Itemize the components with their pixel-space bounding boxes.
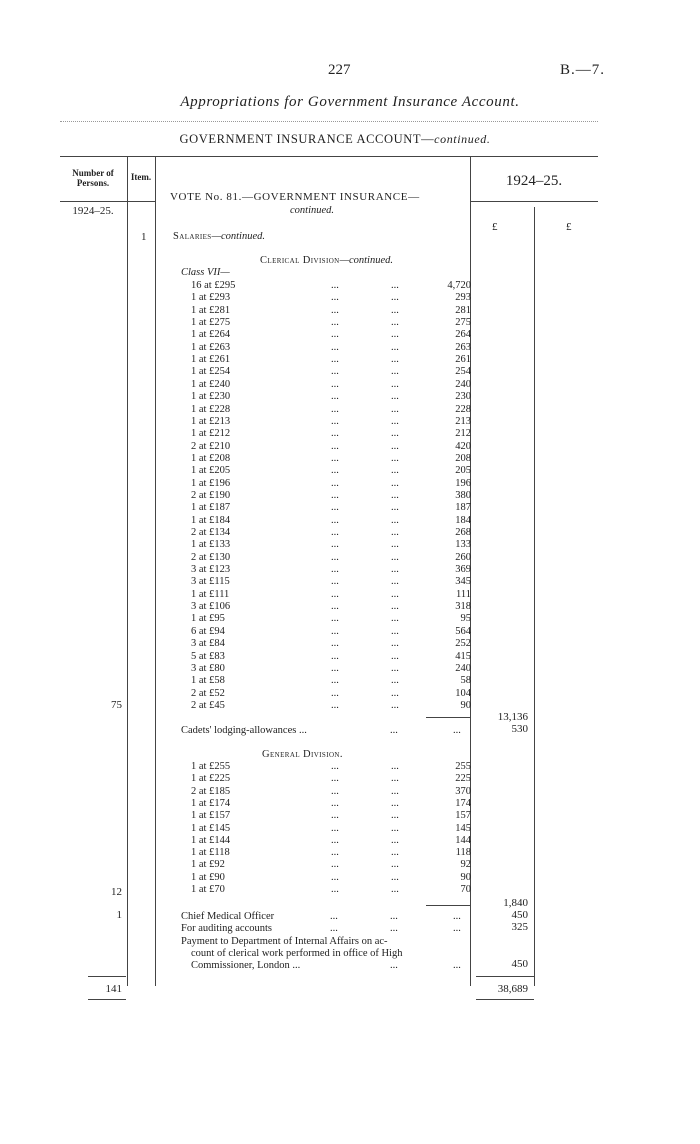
- general-row: [191, 798, 471, 810]
- clerical-row: [191, 366, 471, 378]
- clerical-row: [191, 441, 471, 453]
- title-rule: [60, 121, 598, 122]
- cadets-label: Cadets' lodging-allowances ...: [181, 725, 307, 736]
- clerical-amount: 415: [455, 650, 471, 662]
- general-row: [191, 773, 471, 785]
- leader-dots: ...: [331, 502, 339, 514]
- clerical-row: [191, 663, 471, 675]
- leader-dots: ...: [331, 452, 339, 464]
- leader-dots: ...: [331, 650, 339, 662]
- payment-leader-2: ...: [453, 960, 461, 971]
- clerical-amount: 184: [455, 514, 471, 526]
- audit-amount: 325: [511, 921, 528, 933]
- leader-dots: ...: [331, 822, 339, 834]
- cmo-label: Chief Medical Officer: [181, 911, 275, 922]
- leader-dots: ...: [331, 539, 339, 551]
- page-number: 227: [328, 62, 351, 78]
- general-rate: 1 at £145: [191, 822, 231, 834]
- clerical-amount: 268: [455, 527, 471, 538]
- clerical-amount: 133: [455, 539, 471, 551]
- clerical-rate: 1 at £58: [191, 675, 225, 687]
- audit-label: For auditing accounts: [181, 923, 272, 934]
- general-row: [191, 835, 471, 847]
- leader-dots: ...: [331, 292, 339, 304]
- persons-col-divider: [127, 156, 128, 986]
- clerical-amount: 369: [455, 564, 471, 576]
- leader-dots: ...: [391, 822, 399, 834]
- clerical-amount: 228: [455, 403, 471, 415]
- leader-dots: ...: [331, 638, 339, 650]
- clerical-rate: 3 at £115: [191, 576, 230, 588]
- leader-dots: ...: [391, 354, 399, 366]
- clerical-amount: 264: [455, 329, 471, 341]
- general-amount: 370: [455, 785, 471, 797]
- clerical-amount: 111: [456, 588, 471, 600]
- clerical-amount: 230: [455, 391, 471, 403]
- clerical-amount: 345: [455, 576, 471, 588]
- leader-dots: ...: [331, 884, 339, 895]
- leader-dots: ...: [391, 871, 399, 883]
- header-item: Item.: [130, 172, 152, 182]
- cadets-leader-2: ...: [453, 725, 461, 736]
- subtitle-main: GOVERNMENT INSURANCE ACCOUNT—: [179, 132, 435, 146]
- leader-dots: ...: [391, 304, 399, 316]
- general-rate: 1 at £157: [191, 810, 231, 822]
- grand-total: 38,689: [497, 983, 528, 995]
- leader-dots: ...: [331, 810, 339, 822]
- clerical-amount: 240: [455, 662, 471, 674]
- clerical-row: [191, 613, 471, 625]
- leader-dots: ...: [391, 440, 399, 452]
- clerical-row: [191, 329, 471, 341]
- persons-header-rule: [60, 201, 128, 202]
- cadets-amount: 530: [511, 723, 528, 735]
- clerical-rate: 1 at £240: [191, 378, 231, 390]
- leader-dots: ...: [391, 415, 399, 427]
- item-header-rule: [127, 201, 155, 202]
- clerical-amount: 196: [455, 477, 471, 489]
- leader-dots: ...: [391, 675, 399, 687]
- leader-dots: ...: [331, 366, 339, 378]
- clerical-rate: 2 at £52: [191, 687, 225, 699]
- clerical-row: [191, 515, 471, 527]
- clerical-row: [191, 416, 471, 428]
- clerical-rate: 2 at £190: [191, 489, 231, 501]
- salaries-label: Salaries: [173, 231, 212, 242]
- leader-dots: ...: [331, 354, 339, 366]
- general-row: [191, 884, 471, 896]
- clerical-amount: 4,720: [447, 280, 471, 291]
- clerical-amount: 187: [455, 502, 471, 514]
- clerical-rate: 1 at £208: [191, 452, 231, 464]
- leader-dots: ...: [331, 465, 339, 477]
- total-persons: 141: [105, 983, 122, 995]
- leader-dots: ...: [391, 884, 399, 895]
- account-subtitle: [0, 132, 670, 147]
- general-row: [191, 872, 471, 884]
- leader-dots: ...: [331, 280, 339, 291]
- leader-dots: ...: [391, 601, 399, 613]
- clerical-row: [191, 675, 471, 687]
- clerical-amount: 380: [455, 489, 471, 501]
- clerical-row: [191, 552, 471, 564]
- leader-dots: ...: [391, 797, 399, 809]
- leader-dots: ...: [331, 859, 339, 871]
- leader-dots: ...: [391, 625, 399, 637]
- clerical-row: [191, 342, 471, 354]
- clerical-rate: 3 at £106: [191, 601, 231, 613]
- clerical-rate: 5 at £83: [191, 650, 225, 662]
- clerical-label: Clerical Division: [260, 255, 340, 266]
- clerical-row: [191, 292, 471, 304]
- leader-dots: ...: [391, 341, 399, 353]
- leader-dots: ...: [391, 428, 399, 440]
- clerical-row: [191, 576, 471, 588]
- pound-symbol-total: £: [566, 221, 572, 233]
- clerical-row: [191, 539, 471, 551]
- leader-dots: ...: [331, 576, 339, 588]
- clerical-amount: 260: [455, 551, 471, 563]
- clerical-rate: 3 at £123: [191, 564, 231, 576]
- leader-dots: ...: [331, 564, 339, 576]
- leader-dots: ...: [331, 847, 339, 859]
- general-rate: 1 at £90: [191, 871, 225, 883]
- leader-dots: ...: [391, 378, 399, 390]
- general-amount: 70: [460, 884, 471, 895]
- cadets-leader: ...: [390, 725, 398, 736]
- clerical-row: [191, 638, 471, 650]
- leader-dots: ...: [331, 601, 339, 613]
- leader-dots: ...: [331, 477, 339, 489]
- leader-dots: ...: [391, 773, 399, 785]
- clerical-row: [191, 478, 471, 490]
- leader-dots: ...: [391, 539, 399, 551]
- leader-dots: ...: [391, 761, 399, 772]
- clerical-rate: 1 at £205: [191, 465, 231, 477]
- leader-dots: ...: [331, 341, 339, 353]
- leader-dots: ...: [331, 773, 339, 785]
- leader-dots: ...: [391, 317, 399, 329]
- general-rate: 1 at £92: [191, 859, 225, 871]
- leader-dots: ...: [391, 452, 399, 464]
- clerical-amount: 205: [455, 465, 471, 477]
- leader-dots: ...: [391, 465, 399, 477]
- cmo-leader: ...: [330, 911, 338, 922]
- clerical-amount: 261: [455, 354, 471, 366]
- clerical-rate: 1 at £213: [191, 415, 231, 427]
- general-rate: 1 at £144: [191, 834, 231, 846]
- total-col-divider: [534, 207, 535, 986]
- total-amount-bottom-rule: [476, 999, 534, 1000]
- payment-line-3: Commissioner, London ...: [191, 960, 301, 971]
- leader-dots: ...: [391, 391, 399, 403]
- general-rate: 2 at £185: [191, 785, 231, 797]
- cmo-leader-3: ...: [453, 911, 461, 922]
- clerical-row: [191, 428, 471, 440]
- page-title: Appropriations for Government Insurance Account.: [180, 94, 520, 110]
- cmo-persons: 1: [116, 909, 122, 921]
- leader-dots: ...: [331, 871, 339, 883]
- leader-dots: ...: [331, 329, 339, 341]
- leader-dots: ...: [391, 638, 399, 650]
- clerical-row: [191, 391, 471, 403]
- clerical-rate: 6 at £94: [191, 625, 225, 637]
- clerical-row: [191, 490, 471, 502]
- clerical-amount: 95: [460, 613, 471, 625]
- leader-dots: ...: [391, 366, 399, 378]
- leader-dots: ...: [391, 810, 399, 822]
- document-reference: B.—7.: [560, 62, 606, 78]
- leader-dots: ...: [391, 650, 399, 662]
- vote-heading-continued: continued.: [290, 205, 335, 216]
- leader-dots: ...: [331, 489, 339, 501]
- leader-dots: ...: [391, 502, 399, 514]
- leader-dots: ...: [331, 662, 339, 674]
- pound-symbol-amount: £: [492, 221, 498, 233]
- leader-dots: ...: [391, 477, 399, 489]
- clerical-division-heading: [260, 255, 393, 266]
- clerical-rate: 16 at £295: [191, 280, 236, 291]
- leader-dots: ...: [391, 662, 399, 674]
- clerical-rate: 1 at £275: [191, 317, 231, 329]
- clerical-amount: 263: [455, 341, 471, 353]
- clerical-row: [191, 651, 471, 663]
- leader-dots: ...: [331, 317, 339, 329]
- leader-dots: ...: [331, 527, 339, 538]
- general-amount: 225: [455, 773, 471, 785]
- clerical-amount: 104: [455, 687, 471, 699]
- clerical-rate: 1 at £95: [191, 613, 225, 625]
- leader-dots: ...: [331, 687, 339, 699]
- clerical-rate: 1 at £261: [191, 354, 231, 366]
- general-row: [191, 786, 471, 798]
- leader-dots: ...: [391, 564, 399, 576]
- clerical-row: [191, 502, 471, 514]
- leader-dots: ...: [331, 428, 339, 440]
- cmo-leader-2: ...: [390, 911, 398, 922]
- general-rate: 1 at £118: [191, 847, 230, 859]
- leader-dots: ...: [391, 551, 399, 563]
- leader-dots: ...: [391, 834, 399, 846]
- clerical-row: [191, 280, 471, 292]
- leader-dots: ...: [331, 699, 339, 711]
- clerical-row: [191, 465, 471, 477]
- clerical-amount: 213: [455, 415, 471, 427]
- clerical-amount: 293: [455, 292, 471, 304]
- clerical-rate: 1 at £111: [191, 588, 230, 600]
- clerical-amount: 275: [455, 317, 471, 329]
- leader-dots: ...: [331, 378, 339, 390]
- general-amount: 157: [455, 810, 471, 822]
- clerical-amount: 564: [455, 625, 471, 637]
- leader-dots: ...: [331, 675, 339, 687]
- leader-dots: ...: [391, 687, 399, 699]
- audit-leader-2: ...: [390, 923, 398, 934]
- vote-heading: VOTE No. 81.—GOVERNMENT INSURANCE—: [170, 191, 420, 203]
- clerical-row: [191, 688, 471, 700]
- clerical-rate: 1 at £228: [191, 403, 231, 415]
- audit-leader-3: ...: [453, 923, 461, 934]
- leader-dots: ...: [331, 797, 339, 809]
- general-rate: 1 at £174: [191, 797, 231, 809]
- leader-dots: ...: [391, 403, 399, 415]
- general-row: [191, 810, 471, 822]
- leader-dots: ...: [391, 859, 399, 871]
- general-amount: 174: [455, 797, 471, 809]
- clerical-rate: 1 at £264: [191, 329, 231, 341]
- leader-dots: ...: [391, 292, 399, 304]
- clerical-row: [191, 317, 471, 329]
- clerical-amount: 281: [455, 304, 471, 316]
- clerical-rate: 2 at £130: [191, 551, 231, 563]
- leader-dots: ...: [331, 514, 339, 526]
- leader-dots: ...: [391, 489, 399, 501]
- clerical-amount: 212: [455, 428, 471, 440]
- clerical-row: [191, 354, 471, 366]
- leader-dots: ...: [331, 304, 339, 316]
- clerical-amount: 58: [460, 675, 471, 687]
- clerical-rate: 2 at £134: [191, 527, 231, 538]
- leader-dots: ...: [331, 440, 339, 452]
- clerical-continued: —continued.: [339, 255, 393, 266]
- leader-dots: ...: [391, 576, 399, 588]
- leader-dots: ...: [331, 391, 339, 403]
- clerical-amount: 254: [455, 366, 471, 378]
- total-persons-rule: [88, 976, 126, 977]
- clerical-amount: 90: [460, 699, 471, 711]
- item-col-divider: [155, 156, 156, 986]
- leader-dots: ...: [331, 785, 339, 797]
- total-persons-bottom-rule: [88, 999, 126, 1000]
- class-label: Class VII—: [181, 267, 230, 278]
- general-rate: 1 at £70: [191, 884, 225, 895]
- clerical-rate: 2 at £45: [191, 699, 225, 711]
- general-amount: 145: [455, 822, 471, 834]
- general-amount: 90: [460, 871, 471, 883]
- header-number-of-persons: Number of Persons.: [72, 168, 114, 188]
- payment-line-1: Payment to Department of Internal Affairs on ac-: [181, 936, 388, 947]
- leader-dots: ...: [391, 847, 399, 859]
- clerical-row: [191, 404, 471, 416]
- general-row: [191, 761, 471, 773]
- clerical-rate: 1 at £281: [191, 304, 231, 316]
- clerical-rate: 1 at £254: [191, 366, 231, 378]
- header-year-left: 1924–25.: [72, 205, 114, 217]
- general-amount: 92: [460, 859, 471, 871]
- leader-dots: ...: [391, 329, 399, 341]
- clerical-persons: 75: [111, 699, 122, 711]
- clerical-rate: 1 at £133: [191, 539, 231, 551]
- clerical-row: [191, 379, 471, 391]
- clerical-amount: 240: [455, 378, 471, 390]
- general-total: 1,840: [503, 897, 528, 909]
- clerical-row: [191, 453, 471, 465]
- salaries-continued: —continued.: [211, 231, 265, 242]
- leader-dots: ...: [331, 415, 339, 427]
- clerical-rate: 1 at £263: [191, 341, 231, 353]
- payment-amount: 450: [511, 958, 528, 970]
- year-header-rule: [470, 201, 598, 202]
- total-amount-rule: [476, 976, 534, 977]
- clerical-rate: 1 at £230: [191, 391, 231, 403]
- clerical-rate: 1 at £293: [191, 292, 231, 304]
- general-row: [191, 823, 471, 835]
- general-row: [191, 847, 471, 859]
- general-rate: 1 at £255: [191, 761, 231, 772]
- clerical-row: [191, 601, 471, 613]
- leader-dots: ...: [331, 403, 339, 415]
- clerical-row: [191, 527, 471, 539]
- leader-dots: ...: [391, 785, 399, 797]
- clerical-rate: 1 at £187: [191, 502, 231, 514]
- clerical-row: [191, 626, 471, 638]
- table-top-rule: [60, 156, 598, 157]
- general-persons: 12: [111, 886, 122, 898]
- clerical-rate: 1 at £196: [191, 477, 231, 489]
- audit-leader: ...: [330, 923, 338, 934]
- leader-dots: ...: [391, 613, 399, 625]
- clerical-amount: 252: [455, 638, 471, 650]
- clerical-rate: 1 at £184: [191, 514, 231, 526]
- header-year-right: 1924–25.: [505, 173, 563, 189]
- leader-dots: ...: [331, 625, 339, 637]
- clerical-rate: 3 at £84: [191, 638, 225, 650]
- general-division-heading: General Division.: [262, 749, 343, 760]
- salaries-heading: [173, 231, 265, 242]
- cmo-amount: 450: [511, 909, 528, 921]
- leader-dots: ...: [391, 699, 399, 711]
- clerical-amount: 318: [455, 601, 471, 613]
- leader-dots: ...: [331, 761, 339, 772]
- leader-dots: ...: [331, 551, 339, 563]
- leader-dots: ...: [391, 588, 399, 600]
- general-row: [191, 859, 471, 871]
- subtitle-continued: continued.: [434, 132, 491, 146]
- leader-dots: ...: [391, 527, 399, 538]
- general-amount: 144: [455, 834, 471, 846]
- clerical-amount: 420: [455, 440, 471, 452]
- leader-dots: ...: [391, 280, 399, 291]
- general-amount: 118: [455, 847, 471, 859]
- clerical-total: 13,136: [497, 711, 528, 723]
- clerical-rate: 3 at £80: [191, 662, 225, 674]
- leader-dots: ...: [391, 514, 399, 526]
- leader-dots: ...: [331, 588, 339, 600]
- clerical-rate: 2 at £210: [191, 440, 231, 452]
- clerical-amount: 208: [455, 452, 471, 464]
- clerical-rate: 1 at £212: [191, 428, 231, 440]
- item-number: 1: [141, 231, 147, 243]
- leader-dots: ...: [331, 613, 339, 625]
- clerical-row: [191, 564, 471, 576]
- payment-line-2: count of clerical work performed in office of High: [191, 948, 403, 959]
- clerical-row: [191, 589, 471, 601]
- general-rate: 1 at £225: [191, 773, 231, 785]
- general-amount: 255: [455, 761, 471, 772]
- clerical-row: [191, 305, 471, 317]
- leader-dots: ...: [331, 834, 339, 846]
- payment-leader: ...: [390, 960, 398, 971]
